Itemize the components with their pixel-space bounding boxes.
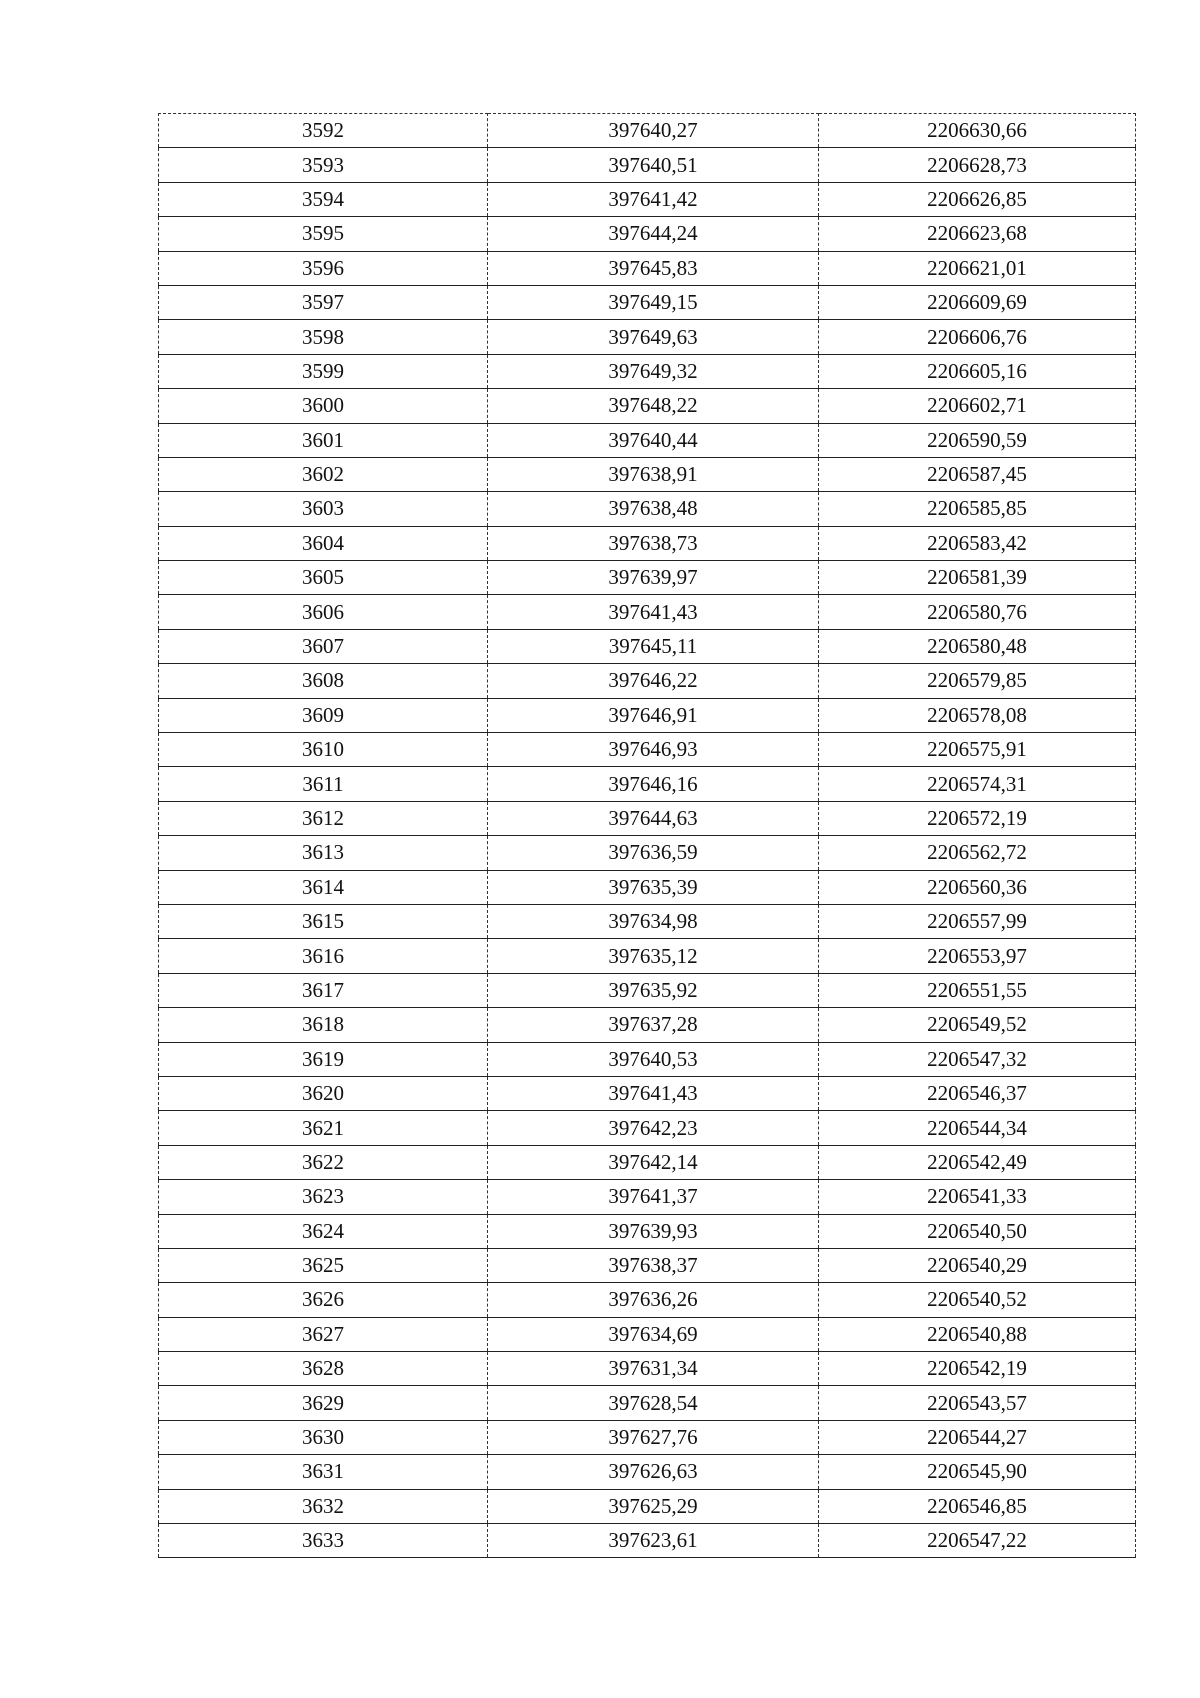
- table-row: [159, 423, 1136, 457]
- y-coordinate-cell: 2206557,99: [819, 904, 1136, 938]
- x-coordinate-cell: 397636,26: [488, 1283, 819, 1317]
- point-number-cell: 3633: [159, 1524, 488, 1558]
- table-row: [159, 1489, 1136, 1523]
- x-coordinate-cell: 397623,61: [488, 1524, 819, 1558]
- point-number-cell: 3607: [159, 629, 488, 663]
- x-coordinate-cell: 397628,54: [488, 1386, 819, 1420]
- x-coordinate-cell: 397639,93: [488, 1214, 819, 1248]
- table-row: [159, 148, 1136, 182]
- point-number-cell: 3625: [159, 1248, 488, 1282]
- x-coordinate-cell: 397626,63: [488, 1455, 819, 1489]
- point-number-cell: 3616: [159, 939, 488, 973]
- x-coordinate-cell: 397649,15: [488, 285, 819, 319]
- x-coordinate-cell: 397645,83: [488, 251, 819, 285]
- point-number-cell: 3609: [159, 698, 488, 732]
- y-coordinate-cell: 2206572,19: [819, 801, 1136, 835]
- table-row: [159, 1317, 1136, 1351]
- table-row: [159, 664, 1136, 698]
- point-number-cell: 3595: [159, 217, 488, 251]
- x-coordinate-cell: 397634,98: [488, 904, 819, 938]
- x-coordinate-cell: 397644,24: [488, 217, 819, 251]
- x-coordinate-cell: 397646,91: [488, 698, 819, 732]
- point-number-cell: 3598: [159, 320, 488, 354]
- y-coordinate-cell: 2206540,29: [819, 1248, 1136, 1282]
- table-row: [159, 1283, 1136, 1317]
- table-row: [159, 1386, 1136, 1420]
- y-coordinate-cell: 2206609,69: [819, 285, 1136, 319]
- x-coordinate-cell: 397634,69: [488, 1317, 819, 1351]
- y-coordinate-cell: 2206544,27: [819, 1420, 1136, 1454]
- x-coordinate-cell: 397646,16: [488, 767, 819, 801]
- coordinates-table: [158, 113, 1136, 1558]
- point-number-cell: 3606: [159, 595, 488, 629]
- point-number-cell: 3631: [159, 1455, 488, 1489]
- y-coordinate-cell: 2206626,85: [819, 182, 1136, 216]
- y-coordinate-cell: 2206544,34: [819, 1111, 1136, 1145]
- point-number-cell: 3619: [159, 1042, 488, 1076]
- point-number-cell: 3608: [159, 664, 488, 698]
- x-coordinate-cell: 397646,93: [488, 733, 819, 767]
- table-row: [159, 182, 1136, 216]
- point-number-cell: 3627: [159, 1317, 488, 1351]
- x-coordinate-cell: 397648,22: [488, 389, 819, 423]
- point-number-cell: 3605: [159, 561, 488, 595]
- table-row: [159, 698, 1136, 732]
- x-coordinate-cell: 397638,48: [488, 492, 819, 526]
- x-coordinate-cell: 397637,28: [488, 1008, 819, 1042]
- table-row: [159, 492, 1136, 526]
- point-number-cell: 3622: [159, 1145, 488, 1179]
- y-coordinate-cell: 2206540,52: [819, 1283, 1136, 1317]
- table-row: [159, 1076, 1136, 1110]
- y-coordinate-cell: 2206551,55: [819, 973, 1136, 1007]
- y-coordinate-cell: 2206587,45: [819, 457, 1136, 491]
- point-number-cell: 3594: [159, 182, 488, 216]
- y-coordinate-cell: 2206581,39: [819, 561, 1136, 595]
- y-coordinate-cell: 2206606,76: [819, 320, 1136, 354]
- y-coordinate-cell: 2206578,08: [819, 698, 1136, 732]
- y-coordinate-cell: 2206590,59: [819, 423, 1136, 457]
- y-coordinate-cell: 2206542,49: [819, 1145, 1136, 1179]
- table-row: [159, 1180, 1136, 1214]
- y-coordinate-cell: 2206547,32: [819, 1042, 1136, 1076]
- point-number-cell: 3592: [159, 114, 488, 148]
- table-row: [159, 1524, 1136, 1558]
- point-number-cell: 3628: [159, 1352, 488, 1386]
- point-number-cell: 3593: [159, 148, 488, 182]
- y-coordinate-cell: 2206546,37: [819, 1076, 1136, 1110]
- x-coordinate-cell: 397649,32: [488, 354, 819, 388]
- x-coordinate-cell: 397641,37: [488, 1180, 819, 1214]
- table-row: [159, 836, 1136, 870]
- point-number-cell: 3597: [159, 285, 488, 319]
- y-coordinate-cell: 2206553,97: [819, 939, 1136, 973]
- y-coordinate-cell: 2206540,50: [819, 1214, 1136, 1248]
- x-coordinate-cell: 397644,63: [488, 801, 819, 835]
- y-coordinate-cell: 2206543,57: [819, 1386, 1136, 1420]
- table-row: [159, 320, 1136, 354]
- point-number-cell: 3624: [159, 1214, 488, 1248]
- table-row: [159, 354, 1136, 388]
- table-row: [159, 1352, 1136, 1386]
- y-coordinate-cell: 2206542,19: [819, 1352, 1136, 1386]
- table-row: [159, 457, 1136, 491]
- table-row: [159, 801, 1136, 835]
- point-number-cell: 3632: [159, 1489, 488, 1523]
- y-coordinate-cell: 2206580,76: [819, 595, 1136, 629]
- point-number-cell: 3621: [159, 1111, 488, 1145]
- table-row: [159, 870, 1136, 904]
- table-row: [159, 1214, 1136, 1248]
- point-number-cell: 3615: [159, 904, 488, 938]
- x-coordinate-cell: 397646,22: [488, 664, 819, 698]
- x-coordinate-cell: 397641,42: [488, 182, 819, 216]
- x-coordinate-cell: 397641,43: [488, 595, 819, 629]
- y-coordinate-cell: 2206560,36: [819, 870, 1136, 904]
- y-coordinate-cell: 2206621,01: [819, 251, 1136, 285]
- table-row: [159, 904, 1136, 938]
- point-number-cell: 3602: [159, 457, 488, 491]
- y-coordinate-cell: 2206541,33: [819, 1180, 1136, 1214]
- point-number-cell: 3623: [159, 1180, 488, 1214]
- y-coordinate-cell: 2206579,85: [819, 664, 1136, 698]
- y-coordinate-cell: 2206540,88: [819, 1317, 1136, 1351]
- y-coordinate-cell: 2206580,48: [819, 629, 1136, 663]
- point-number-cell: 3610: [159, 733, 488, 767]
- table-row: [159, 1042, 1136, 1076]
- y-coordinate-cell: 2206574,31: [819, 767, 1136, 801]
- point-number-cell: 3618: [159, 1008, 488, 1042]
- y-coordinate-cell: 2206602,71: [819, 389, 1136, 423]
- coordinates-table-body: [159, 114, 1136, 1558]
- table-row: [159, 389, 1136, 423]
- table-row: [159, 1420, 1136, 1454]
- table-row: [159, 595, 1136, 629]
- table-row: [159, 285, 1136, 319]
- table-row: [159, 1008, 1136, 1042]
- point-number-cell: 3601: [159, 423, 488, 457]
- point-number-cell: 3629: [159, 1386, 488, 1420]
- point-number-cell: 3604: [159, 526, 488, 560]
- x-coordinate-cell: 397635,92: [488, 973, 819, 1007]
- table-row: [159, 114, 1136, 148]
- y-coordinate-cell: 2206630,66: [819, 114, 1136, 148]
- point-number-cell: 3599: [159, 354, 488, 388]
- table-row: [159, 217, 1136, 251]
- x-coordinate-cell: 397640,27: [488, 114, 819, 148]
- table-row: [159, 1455, 1136, 1489]
- point-number-cell: 3596: [159, 251, 488, 285]
- x-coordinate-cell: 397642,14: [488, 1145, 819, 1179]
- point-number-cell: 3611: [159, 767, 488, 801]
- point-number-cell: 3614: [159, 870, 488, 904]
- y-coordinate-cell: 2206623,68: [819, 217, 1136, 251]
- y-coordinate-cell: 2206549,52: [819, 1008, 1136, 1042]
- point-number-cell: 3630: [159, 1420, 488, 1454]
- point-number-cell: 3626: [159, 1283, 488, 1317]
- x-coordinate-cell: 397642,23: [488, 1111, 819, 1145]
- y-coordinate-cell: 2206575,91: [819, 733, 1136, 767]
- x-coordinate-cell: 397638,73: [488, 526, 819, 560]
- point-number-cell: 3620: [159, 1076, 488, 1110]
- y-coordinate-cell: 2206546,85: [819, 1489, 1136, 1523]
- point-number-cell: 3600: [159, 389, 488, 423]
- x-coordinate-cell: 397635,12: [488, 939, 819, 973]
- point-number-cell: 3612: [159, 801, 488, 835]
- x-coordinate-cell: 397636,59: [488, 836, 819, 870]
- point-number-cell: 3603: [159, 492, 488, 526]
- x-coordinate-cell: 397641,43: [488, 1076, 819, 1110]
- table-row: [159, 1145, 1136, 1179]
- table-row: [159, 561, 1136, 595]
- x-coordinate-cell: 397639,97: [488, 561, 819, 595]
- y-coordinate-cell: 2206562,72: [819, 836, 1136, 870]
- table-row: [159, 767, 1136, 801]
- x-coordinate-cell: 397631,34: [488, 1352, 819, 1386]
- x-coordinate-cell: 397640,44: [488, 423, 819, 457]
- y-coordinate-cell: 2206628,73: [819, 148, 1136, 182]
- x-coordinate-cell: 397645,11: [488, 629, 819, 663]
- y-coordinate-cell: 2206585,85: [819, 492, 1136, 526]
- x-coordinate-cell: 397625,29: [488, 1489, 819, 1523]
- table-row: [159, 526, 1136, 560]
- table-row: [159, 973, 1136, 1007]
- y-coordinate-cell: 2206605,16: [819, 354, 1136, 388]
- y-coordinate-cell: 2206547,22: [819, 1524, 1136, 1558]
- x-coordinate-cell: 397638,37: [488, 1248, 819, 1282]
- x-coordinate-cell: 397649,63: [488, 320, 819, 354]
- table-row: [159, 629, 1136, 663]
- x-coordinate-cell: 397627,76: [488, 1420, 819, 1454]
- point-number-cell: 3617: [159, 973, 488, 1007]
- table-row: [159, 251, 1136, 285]
- table-row: [159, 733, 1136, 767]
- table-row: [159, 1248, 1136, 1282]
- y-coordinate-cell: 2206583,42: [819, 526, 1136, 560]
- x-coordinate-cell: 397635,39: [488, 870, 819, 904]
- x-coordinate-cell: 397638,91: [488, 457, 819, 491]
- x-coordinate-cell: 397640,53: [488, 1042, 819, 1076]
- table-row: [159, 1111, 1136, 1145]
- point-number-cell: 3613: [159, 836, 488, 870]
- table-row: [159, 939, 1136, 973]
- y-coordinate-cell: 2206545,90: [819, 1455, 1136, 1489]
- x-coordinate-cell: 397640,51: [488, 148, 819, 182]
